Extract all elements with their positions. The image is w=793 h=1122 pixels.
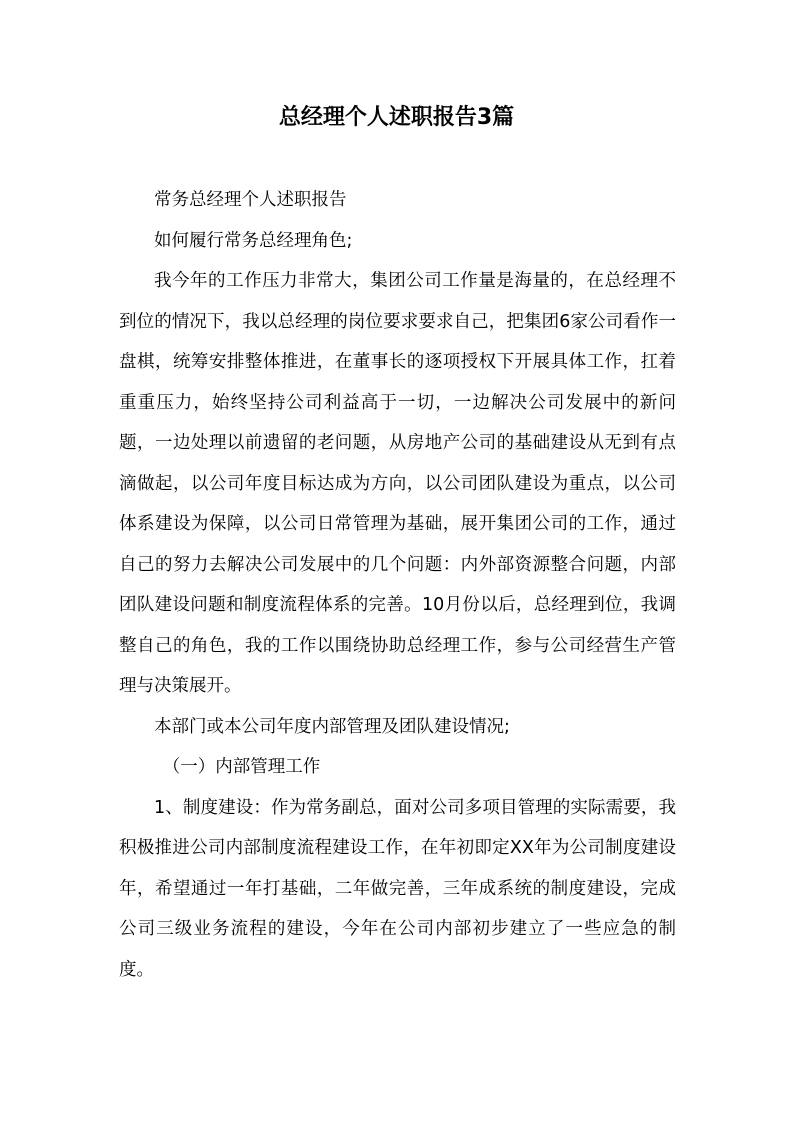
paragraph-management-question: 本部门或本公司年度内部管理及团队建设情况;	[154, 716, 510, 737]
paragraph-work-summary: 我今年的工作压力非常大，集团公司工作量是海量的，在总经理不到位的情况下，我以总经理的岗位要求要求自己，把集团6家公司看作一盘棋，统筹安排整体推进，在董事长的逐项授权下开展具体工作，扛着重重压力，始终坚持公司利益高于一切，一边解决公司发展中的新问题，一边处理以前遗留的老问题，从房地产公司的基础建设从无到有点滴做起，以公司年度目标达成为方向，以公司团队建设为重点，以公司体系建设为保障，以公司日常管理为基础，展开集团公司的工作，通过自己的努力去解决公司发展中的几个问题：内外部资源整合问题，内部团队建设问题和制度流程体系的完善。10月份以后，总经理到位，我调整自己的角色，我的工作以围绕协助总经理工作，参与公司经营生产管理与决策展开。	[119, 271, 676, 696]
paragraph-system-building: 1、制度建设：作为常务副总，面对公司多项目管理的实际需要，我积极推进公司内部制度流程建设工作，在年初即定XX年为公司制度建设年，希望通过一年打基础，二年做完善，三年成系统的制度建设，完成公司三级业务流程的建设，今年在公司内部初步建立了一些应急的制度。	[119, 797, 676, 980]
document-title: 总经理个人述职报告3篇	[278, 105, 515, 130]
paragraph-role-question: 如何履行常务总经理角色;	[154, 230, 353, 251]
paragraph-section-heading: （一）内部管理工作	[162, 757, 321, 777]
document-body	[119, 180, 676, 990]
paragraph-heading: 常务总经理个人述职报告	[154, 190, 347, 210]
